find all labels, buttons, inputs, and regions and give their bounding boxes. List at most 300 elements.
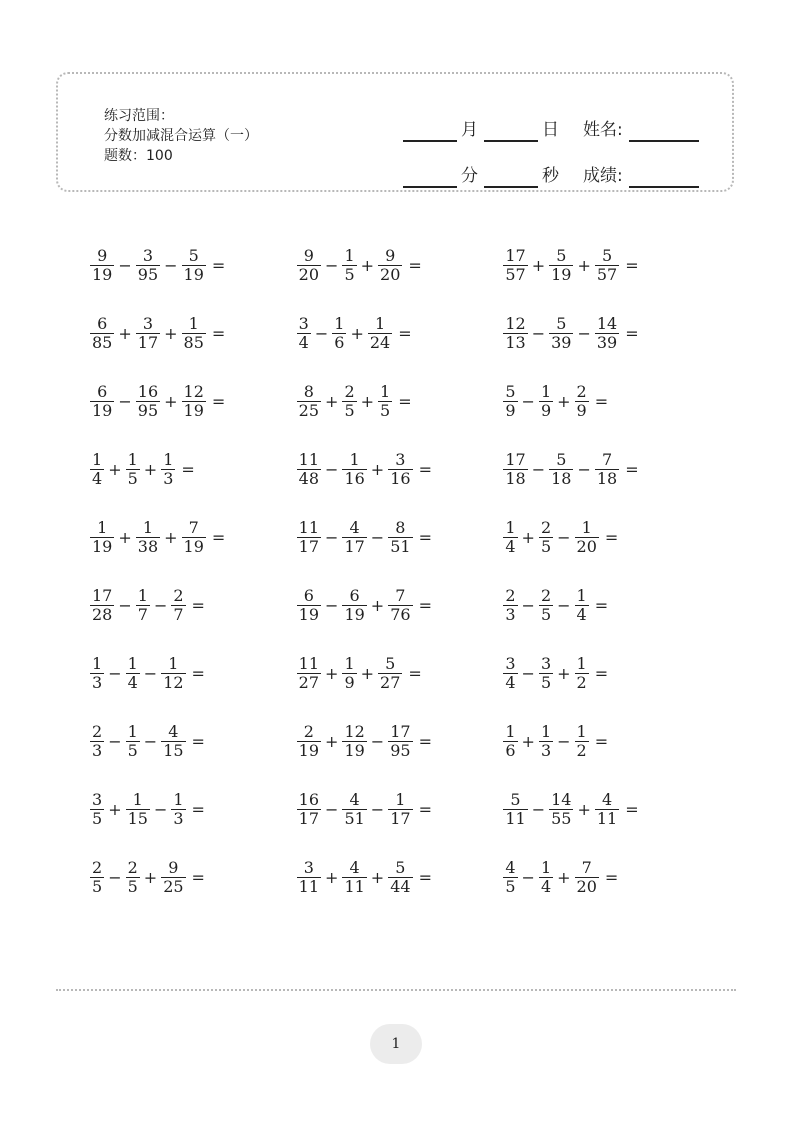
fraction <box>297 315 311 352</box>
fraction <box>388 791 412 828</box>
denominator: 11 <box>505 808 526 828</box>
operator-sign: − <box>577 323 591 343</box>
denominator: 6 <box>334 332 345 352</box>
denominator: 5 <box>380 400 391 420</box>
equals-sign: = <box>211 323 226 343</box>
fraction <box>503 383 517 420</box>
denominator: 9 <box>505 400 516 420</box>
operator-sign: − <box>108 663 122 683</box>
equals-sign: = <box>408 663 422 683</box>
numerator: 3 <box>142 245 154 265</box>
operator-sign: + <box>370 867 385 887</box>
denominator: 19 <box>92 400 113 420</box>
fraction <box>342 859 366 896</box>
problem-item <box>503 843 710 911</box>
operator-sign: + <box>325 663 339 683</box>
numerator: 11 <box>298 653 320 673</box>
problem-row <box>90 707 710 775</box>
denominator: 11 <box>344 876 365 896</box>
problem-row <box>90 299 710 367</box>
minute-blank[interactable] <box>403 162 457 188</box>
operator-sign: + <box>577 255 591 275</box>
fraction <box>388 723 412 760</box>
fraction <box>297 519 321 556</box>
denominator: 5 <box>127 876 138 896</box>
fraction <box>161 723 185 760</box>
operator-sign: + <box>325 391 339 411</box>
numerator: 1 <box>168 653 179 673</box>
fraction <box>575 383 589 420</box>
fraction <box>575 655 589 692</box>
problem-item <box>503 503 710 571</box>
numerator: 14 <box>596 313 618 333</box>
numerator: 1 <box>505 721 516 741</box>
numerator: 3 <box>505 653 516 673</box>
fraction <box>575 859 599 896</box>
numerator: 1 <box>127 653 138 673</box>
operator-sign: + <box>577 799 591 819</box>
numerator: 9 <box>97 245 108 265</box>
denominator: 17 <box>298 808 320 828</box>
fraction <box>342 451 366 488</box>
fraction <box>182 247 206 284</box>
numerator: 12 <box>505 313 526 333</box>
denominator: 4 <box>505 536 516 556</box>
numerator: 17 <box>92 585 113 605</box>
fraction <box>126 723 140 760</box>
problem-row <box>90 775 710 843</box>
denominator: 5 <box>344 400 355 420</box>
operator-sign: − <box>325 255 339 275</box>
fraction <box>549 791 573 828</box>
fraction <box>388 451 412 488</box>
denominator: 12 <box>163 672 184 692</box>
fraction <box>342 247 356 284</box>
fraction <box>575 519 599 556</box>
operator-sign: + <box>360 391 375 411</box>
numerator: 5 <box>601 245 613 265</box>
numerator: 2 <box>540 517 552 537</box>
operator-sign: − <box>108 867 122 887</box>
operator-sign: + <box>325 867 339 887</box>
numerator: 1 <box>540 721 552 741</box>
fraction <box>90 587 114 624</box>
denominator: 19 <box>183 264 204 284</box>
fraction <box>539 587 553 624</box>
fraction <box>297 859 321 896</box>
score-label: 成绩: <box>583 166 623 186</box>
fraction <box>136 519 160 556</box>
numerator: 1 <box>344 653 355 673</box>
operator-sign: + <box>370 595 385 615</box>
equals-sign: = <box>625 799 639 819</box>
numerator: 1 <box>173 789 184 809</box>
numerator: 8 <box>395 517 406 537</box>
equals-sign: = <box>625 255 639 275</box>
denominator: 57 <box>505 264 526 284</box>
operator-sign: − <box>557 731 571 751</box>
denominator: 3 <box>173 808 184 828</box>
exercise-info <box>104 106 258 166</box>
operator-sign: + <box>557 663 571 683</box>
operator-sign: + <box>164 527 178 547</box>
numerator: 16 <box>298 789 320 809</box>
operator-sign: + <box>143 459 158 479</box>
operator-sign: + <box>325 731 339 751</box>
numerator: 2 <box>92 721 103 741</box>
operator-sign: + <box>108 459 122 479</box>
denominator: 16 <box>344 468 365 488</box>
denominator: 5 <box>540 672 552 692</box>
fraction <box>136 247 160 284</box>
operator-sign: − <box>314 323 329 343</box>
numerator: 7 <box>188 517 199 537</box>
numerator: 5 <box>395 857 406 877</box>
numerator: 3 <box>395 449 406 469</box>
numerator: 17 <box>390 721 411 741</box>
numerator: 8 <box>303 381 314 401</box>
equals-sign: = <box>418 731 432 751</box>
equals-sign: = <box>594 731 609 751</box>
numerator: 4 <box>349 857 360 877</box>
denominator: 19 <box>344 740 365 760</box>
operator-sign: − <box>108 731 122 751</box>
numerator: 9 <box>303 245 314 265</box>
denominator: 25 <box>163 876 184 896</box>
fraction <box>136 383 160 420</box>
operator-sign: − <box>118 391 132 411</box>
fraction <box>503 655 517 692</box>
equals-sign: = <box>211 391 226 411</box>
fraction <box>182 315 206 352</box>
fraction <box>549 451 573 488</box>
denominator: 18 <box>551 468 572 488</box>
minute-label: 分 <box>461 166 478 186</box>
denominator: 5 <box>127 468 138 488</box>
operator-sign: + <box>370 459 385 479</box>
numerator: 5 <box>510 789 521 809</box>
problem-row <box>90 231 710 299</box>
fraction <box>126 655 140 692</box>
fraction <box>90 247 114 284</box>
problem-row <box>90 571 710 639</box>
operator-sign: + <box>164 391 178 411</box>
equals-sign: = <box>594 391 609 411</box>
denominator: 48 <box>298 468 320 488</box>
problem-item <box>90 775 297 843</box>
numerator: 1 <box>505 517 516 537</box>
numerator: 1 <box>97 517 108 537</box>
day-label: 日 <box>542 120 559 140</box>
problem-item <box>90 435 297 503</box>
denominator: 5 <box>540 536 552 556</box>
denominator: 5 <box>540 604 552 624</box>
denominator: 6 <box>505 740 516 760</box>
fraction <box>342 519 366 556</box>
numerator: 6 <box>349 585 360 605</box>
denominator: 76 <box>390 604 411 624</box>
numerator: 1 <box>576 653 587 673</box>
denominator: 19 <box>298 604 320 624</box>
numerator: 7 <box>601 449 613 469</box>
problem-item <box>90 843 297 911</box>
fraction <box>126 859 140 896</box>
problem-item <box>90 299 297 367</box>
operator-sign: + <box>557 867 571 887</box>
equals-sign: = <box>408 255 422 275</box>
fraction <box>378 383 392 420</box>
numerator: 2 <box>173 585 184 605</box>
denominator: 4 <box>127 672 138 692</box>
denominator: 27 <box>298 672 320 692</box>
numerator: 2 <box>303 721 314 741</box>
operator-sign: − <box>521 867 535 887</box>
numerator: 17 <box>505 245 526 265</box>
numerator: 1 <box>349 449 360 469</box>
fraction <box>368 315 392 352</box>
denominator: 16 <box>390 468 411 488</box>
fraction <box>503 247 527 284</box>
denominator: 5 <box>92 876 103 896</box>
second-blank[interactable] <box>484 162 538 188</box>
numerator: 3 <box>540 653 552 673</box>
operator-sign: − <box>370 731 385 751</box>
fraction <box>595 315 619 352</box>
fraction <box>503 791 527 828</box>
equals-sign: = <box>418 459 432 479</box>
equals-sign: = <box>625 459 639 479</box>
fraction <box>575 723 589 760</box>
equals-sign: = <box>398 391 412 411</box>
denominator: 55 <box>551 808 572 828</box>
denominator: 11 <box>596 808 618 828</box>
denominator: 3 <box>540 740 552 760</box>
operator-sign: − <box>531 799 546 819</box>
score-blank[interactable] <box>629 162 699 188</box>
denominator: 27 <box>380 672 401 692</box>
fraction <box>503 451 527 488</box>
problem-item <box>503 231 710 299</box>
equals-sign: = <box>418 799 432 819</box>
name-blank[interactable] <box>629 116 699 142</box>
denominator: 85 <box>92 332 113 352</box>
denominator: 44 <box>390 876 411 896</box>
denominator: 3 <box>505 604 516 624</box>
numerator: 5 <box>505 381 516 401</box>
second-label: 秒 <box>542 166 559 186</box>
fraction <box>90 791 104 828</box>
numerator: 1 <box>188 313 199 333</box>
denominator: 4 <box>505 672 516 692</box>
fraction <box>549 247 573 284</box>
count-label: 题数：100 <box>104 148 173 164</box>
denominator: 20 <box>576 876 597 896</box>
problem-item <box>90 231 297 299</box>
numerator: 2 <box>92 857 103 877</box>
operator-sign: − <box>521 663 535 683</box>
problem-grid <box>90 231 710 911</box>
numerator: 1 <box>576 721 587 741</box>
problem-row <box>90 367 710 435</box>
numerator: 2 <box>344 381 355 401</box>
equals-sign: = <box>594 663 609 683</box>
problem-item <box>503 299 710 367</box>
numerator: 2 <box>127 857 138 877</box>
problem-item <box>90 367 297 435</box>
problem-item <box>297 367 504 435</box>
fraction <box>539 519 553 556</box>
numerator: 3 <box>92 789 103 809</box>
fraction <box>388 859 412 896</box>
fraction <box>182 519 206 556</box>
fraction <box>388 587 412 624</box>
numerator: 1 <box>380 381 391 401</box>
numerator: 14 <box>551 789 572 809</box>
denominator: 28 <box>92 604 113 624</box>
page-number: 1 <box>370 1024 422 1064</box>
operator-sign: + <box>360 255 375 275</box>
numerator: 1 <box>92 449 103 469</box>
operator-sign: + <box>143 867 158 887</box>
problem-item <box>297 843 504 911</box>
fraction <box>595 791 619 828</box>
denominator: 51 <box>344 808 365 828</box>
numerator: 1 <box>540 381 552 401</box>
topic-label: 分数加减混合运算（一） <box>104 128 258 144</box>
denominator: 24 <box>369 332 391 352</box>
numerator: 1 <box>540 857 552 877</box>
equals-sign: = <box>191 731 205 751</box>
equals-sign: = <box>398 323 412 343</box>
denominator: 17 <box>137 332 159 352</box>
numerator: 1 <box>334 313 345 333</box>
numerator: 1 <box>127 721 138 741</box>
fraction <box>161 859 185 896</box>
numerator: 1 <box>395 789 406 809</box>
fraction <box>342 383 356 420</box>
problem-item <box>503 571 710 639</box>
equals-sign: = <box>418 527 432 547</box>
numerator: 1 <box>581 517 592 537</box>
equals-sign: = <box>604 527 619 547</box>
header-box <box>56 72 734 192</box>
numerator: 1 <box>142 517 154 537</box>
operator-sign: − <box>557 527 571 547</box>
equals-sign: = <box>191 663 205 683</box>
fraction <box>549 315 573 352</box>
operator-sign: − <box>153 595 168 615</box>
numerator: 3 <box>303 857 314 877</box>
numerator: 4 <box>349 517 360 537</box>
fraction <box>503 723 517 760</box>
operator-sign: − <box>325 459 339 479</box>
denominator: 2 <box>576 672 587 692</box>
numerator: 9 <box>385 245 396 265</box>
denominator: 5 <box>127 740 138 760</box>
range-label: 练习范围： <box>104 108 174 124</box>
operator-sign: − <box>577 459 591 479</box>
operator-sign: − <box>521 595 535 615</box>
operator-sign: − <box>370 799 385 819</box>
problem-item <box>297 435 504 503</box>
numerator: 12 <box>183 381 204 401</box>
fraction <box>332 315 346 352</box>
problem-item <box>90 503 297 571</box>
denominator: 17 <box>298 536 320 556</box>
fraction <box>595 247 619 284</box>
problem-item <box>503 367 710 435</box>
numerator: 3 <box>142 313 154 333</box>
operator-sign: + <box>521 731 535 751</box>
numerator: 1 <box>344 245 355 265</box>
equals-sign: = <box>191 867 205 887</box>
denominator: 4 <box>576 604 587 624</box>
numerator: 5 <box>385 653 396 673</box>
denominator: 19 <box>183 536 204 556</box>
denominator: 11 <box>298 876 320 896</box>
numerator: 12 <box>344 721 365 741</box>
denominator: 15 <box>127 808 148 828</box>
footer-divider <box>56 989 736 991</box>
problem-item <box>297 775 504 843</box>
operator-sign: + <box>108 799 122 819</box>
fraction <box>161 451 175 488</box>
operator-sign: − <box>370 527 385 547</box>
equals-sign: = <box>211 255 226 275</box>
equals-sign: = <box>418 595 432 615</box>
numerator: 2 <box>540 585 552 605</box>
operator-sign: − <box>143 663 158 683</box>
fraction <box>503 859 517 896</box>
fraction <box>90 315 114 352</box>
numerator: 17 <box>505 449 526 469</box>
fraction <box>595 451 619 488</box>
fraction <box>182 383 206 420</box>
numerator: 5 <box>556 313 567 333</box>
fill-in-fields <box>403 96 713 188</box>
month-blank[interactable] <box>403 116 457 142</box>
problem-item <box>297 571 504 639</box>
fraction <box>297 587 321 624</box>
fraction <box>297 247 321 284</box>
fraction <box>126 791 150 828</box>
numerator: 1 <box>92 653 103 673</box>
operator-sign: − <box>118 595 132 615</box>
numerator: 1 <box>132 789 143 809</box>
fraction <box>171 791 185 828</box>
denominator: 20 <box>380 264 401 284</box>
fraction <box>90 519 114 556</box>
fraction <box>126 451 140 488</box>
problem-item <box>297 231 504 299</box>
fraction <box>136 587 150 624</box>
numerator: 11 <box>298 449 320 469</box>
fraction <box>342 723 366 760</box>
numerator: 6 <box>97 381 108 401</box>
denominator: 19 <box>344 604 365 624</box>
equals-sign: = <box>211 527 226 547</box>
operator-sign: + <box>350 323 364 343</box>
denominator: 39 <box>551 332 572 352</box>
day-blank[interactable] <box>484 116 538 142</box>
fraction <box>539 859 553 896</box>
denominator: 7 <box>173 604 184 624</box>
fraction <box>539 655 553 692</box>
operator-sign: + <box>118 527 132 547</box>
denominator: 9 <box>344 672 355 692</box>
problem-row <box>90 503 710 571</box>
numerator: 4 <box>168 721 179 741</box>
